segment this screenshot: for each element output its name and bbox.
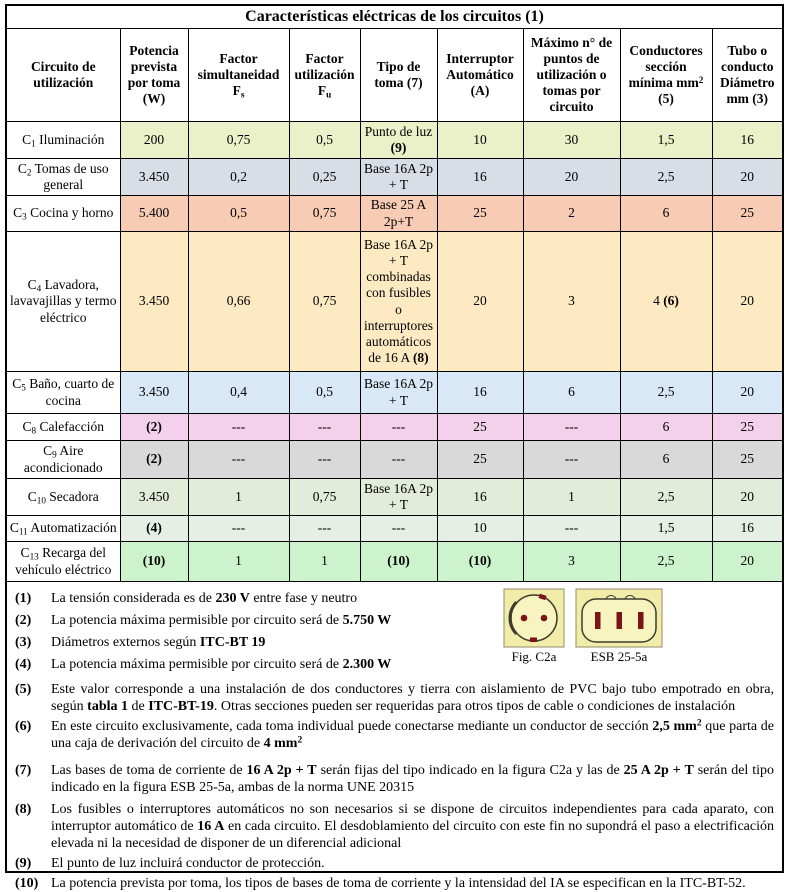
value-cell: ---	[523, 414, 620, 441]
column-header: Tipo de toma (7)	[360, 29, 437, 122]
footnote-text: El punto de luz incluirá conductor de protección.	[51, 856, 325, 871]
circuit-name-cell: $C_{10}$ Secadora	[7, 479, 120, 516]
figure-label-esb: ESB 25-5a	[590, 649, 648, 664]
table-row	[7, 372, 782, 414]
footnotes-top-block	[15, 586, 776, 678]
value-cell: ---	[188, 441, 289, 479]
value-cell: 6	[620, 441, 712, 479]
value-cell: 3.450	[120, 232, 188, 372]
value-cell: Base 16A 2p + T combinadas con fusibles o interruptores automáticos de 16 A (8)	[360, 232, 437, 372]
footnote	[15, 762, 776, 796]
value-cell: 0,75	[289, 232, 360, 372]
value-cell: 0,4	[188, 372, 289, 414]
value-cell: Base 25 A 2p+T	[360, 196, 437, 232]
value-cell: ---	[360, 414, 437, 441]
value-cell: 10	[437, 122, 523, 159]
circuit-name-cell: $C_5$ Baño, cuarto de cocina	[7, 372, 120, 414]
value-cell: 3.450	[120, 159, 188, 196]
value-cell: 6	[523, 372, 620, 414]
header-row	[7, 29, 782, 122]
footnote	[15, 718, 776, 752]
footnotes-section	[7, 582, 782, 891]
circuit-name-cell: $C_3$ Cocina y horno	[7, 196, 120, 232]
table-row	[7, 516, 782, 542]
footnote-text: La potencia máxima permisible por circuito será de 2.300 W	[51, 657, 392, 672]
circuit-name-cell: $C_4$ Lavadora, lavavajillas y termo eléctrico	[7, 232, 120, 372]
value-cell: 0,75	[289, 196, 360, 232]
circuit-name-cell: $C_8$ Calefacción	[7, 414, 120, 441]
value-cell: 25	[437, 196, 523, 232]
value-cell: 5.400	[120, 196, 188, 232]
value-cell: 0,66	[188, 232, 289, 372]
footnote	[15, 656, 503, 673]
table-row	[7, 542, 782, 582]
footnote-number: (6)	[15, 719, 32, 734]
value-cell: 6	[620, 196, 712, 232]
socket-figures	[503, 588, 663, 678]
value-cell: (2)	[120, 441, 188, 479]
value-cell: 25	[437, 441, 523, 479]
column-header: Potencia prevista por toma (W)	[120, 29, 188, 122]
value-cell: 1	[523, 479, 620, 516]
table-row	[7, 122, 782, 159]
value-cell: 10	[437, 516, 523, 542]
value-cell: 20	[523, 159, 620, 196]
value-cell: 25	[712, 441, 782, 479]
value-cell: 16	[712, 516, 782, 542]
circuits-characteristics-sheet	[5, 4, 784, 891]
column-header: Tubo o conducto Diámetro mm (3)	[712, 29, 782, 122]
table-title: Características eléctricas de los circuitos (1)	[7, 6, 782, 29]
value-cell: 4 (6)	[620, 232, 712, 372]
footnote	[15, 612, 503, 629]
column-header: Interruptor Automático (A)	[437, 29, 523, 122]
value-cell: 30	[523, 122, 620, 159]
value-cell: 6	[620, 414, 712, 441]
footnote-number: (5)	[15, 682, 32, 697]
footnote-text: La potencia prevista por toma, los tipos de bases de toma de corriente y la intensidad del IA se especifican en la ITC-BT-52.	[51, 876, 746, 891]
value-cell: 0,25	[289, 159, 360, 196]
footnotes-group-2	[15, 681, 776, 892]
value-cell: 2,5	[620, 159, 712, 196]
table-row	[7, 414, 782, 441]
footnote	[15, 801, 776, 852]
footnote-text: La tensión considerada es de 230 V entre fase y neutro	[51, 591, 358, 606]
column-header: Factor utilización $F_u$	[289, 29, 360, 122]
footnote-number: (2)	[15, 613, 32, 628]
value-cell: 20	[437, 232, 523, 372]
value-cell: 1,5	[620, 516, 712, 542]
figure-label-c2a: Fig. C2a	[511, 649, 557, 664]
footnote-text: Este valor corresponde a una instalación de dos conductores y tierra con aislamiento de PVC bajo tubo empotrado en obra, según tabla 1 de ITC-BT-19. Otras secciones pueden ser requeridas para otros tipos de cable o condiciones de instalación	[51, 682, 774, 714]
circuit-name-cell: $C_{11}$ Automatización	[7, 516, 120, 542]
value-cell: 2,5	[620, 479, 712, 516]
footnote	[15, 590, 503, 607]
value-cell: 2,5	[620, 542, 712, 582]
value-cell: ---	[188, 414, 289, 441]
value-cell: 16	[437, 159, 523, 196]
value-cell: ---	[188, 516, 289, 542]
value-cell: Punto de luz (9)	[360, 122, 437, 159]
footnote-number: (8)	[15, 802, 32, 817]
value-cell: (2)	[120, 414, 188, 441]
value-cell: 20	[712, 159, 782, 196]
value-cell: (4)	[120, 516, 188, 542]
table-row	[7, 196, 782, 232]
value-cell: 1	[289, 542, 360, 582]
value-cell: 3.450	[120, 479, 188, 516]
value-cell: ---	[523, 441, 620, 479]
value-cell: 2	[523, 196, 620, 232]
value-cell: 0,5	[289, 122, 360, 159]
table-row	[7, 232, 782, 372]
value-cell: 16	[437, 372, 523, 414]
footnote-text: La potencia máxima permisible por circuito será de 5.750 W	[51, 613, 392, 628]
footnote-number: (10)	[15, 876, 39, 891]
table-row	[7, 479, 782, 516]
value-cell: 16	[712, 122, 782, 159]
value-cell: 25	[712, 196, 782, 232]
value-cell: 0,5	[188, 196, 289, 232]
schuko-socket-icon	[503, 588, 565, 648]
figure-schuko-c2a	[503, 588, 565, 665]
value-cell: ---	[523, 516, 620, 542]
value-cell: 3.450	[120, 372, 188, 414]
esb-socket-icon	[575, 588, 663, 648]
footnote-text: Los fusibles o interruptores automáticos no son necesarios si se dispone de circuitos independientes para cada aparato, con interruptor automático de 16 A en cada circuito. El desdoblamiento del circuito con este fin no supondrá el paso a electrificación elevada ni la necesidad de disponer de un diferencial adicional	[51, 802, 774, 851]
value-cell: 2,5	[620, 372, 712, 414]
value-cell: 16	[437, 479, 523, 516]
circuit-name-cell: $C_1$ Iluminación	[7, 122, 120, 159]
value-cell: 0,75	[188, 122, 289, 159]
column-header: Máximo n° de puntos de utilización o tomas por circuito	[523, 29, 620, 122]
value-cell: 3	[523, 542, 620, 582]
footnote	[15, 634, 503, 651]
footnote	[15, 855, 776, 872]
value-cell: 20	[712, 542, 782, 582]
footnote	[15, 875, 776, 892]
value-cell: 25	[437, 414, 523, 441]
value-cell: 200	[120, 122, 188, 159]
value-cell: ---	[360, 516, 437, 542]
value-cell: (10)	[360, 542, 437, 582]
circuit-name-cell: $C_9$ Aire acondicionado	[7, 441, 120, 479]
table-row	[7, 441, 782, 479]
column-header: Conductores sección mínima $mm^2$ (5)	[620, 29, 712, 122]
footnote	[15, 681, 776, 715]
value-cell: ---	[289, 414, 360, 441]
value-cell: Base 16A 2p + T	[360, 159, 437, 196]
column-header: Factor simultaneidad $F_s$	[188, 29, 289, 122]
footnote-text: Diámetros externos según ITC-BT 19	[51, 635, 266, 650]
value-cell: Base 16A 2p + T	[360, 479, 437, 516]
value-cell: 1,5	[620, 122, 712, 159]
figure-esb-25-5a	[575, 588, 663, 665]
footnote-number: (1)	[15, 591, 32, 606]
column-header: Circuito de utilización	[7, 29, 120, 122]
value-cell: Base 16A 2p + T	[360, 372, 437, 414]
circuit-name-cell: $C_2$ Tomas de uso general	[7, 159, 120, 196]
value-cell: ---	[360, 441, 437, 479]
footnote-number: (9)	[15, 856, 32, 871]
value-cell: 1	[188, 479, 289, 516]
value-cell: 20	[712, 479, 782, 516]
value-cell: ---	[289, 516, 360, 542]
value-cell: 3	[523, 232, 620, 372]
value-cell: (10)	[120, 542, 188, 582]
value-cell: ---	[289, 441, 360, 479]
value-cell: (10)	[437, 542, 523, 582]
value-cell: 1	[188, 542, 289, 582]
footnotes-group-1	[15, 586, 503, 678]
value-cell: 0,75	[289, 479, 360, 516]
footnote-text: Las bases de toma de corriente de 16 A 2p + T serán fijas del tipo indicado en la figura C2a y las de 25 A 2p + T serán del tipo indicado en la figura ESB 25-5a, ambas de la norma UNE 20315	[51, 763, 775, 795]
footnote-number: (7)	[15, 763, 32, 778]
value-cell: 0,5	[289, 372, 360, 414]
circuits-table	[7, 29, 782, 582]
value-cell: 20	[712, 372, 782, 414]
value-cell: 0,2	[188, 159, 289, 196]
circuit-name-cell: $C_{13}$ Recarga del vehículo eléctrico	[7, 542, 120, 582]
footnote-number: (4)	[15, 657, 32, 672]
table-row	[7, 159, 782, 196]
value-cell: 20	[712, 232, 782, 372]
footnote-number: (3)	[15, 635, 32, 650]
value-cell: 25	[712, 414, 782, 441]
footnote-text: En este circuito exclusivamente, cada toma individual puede conectarse mediante un conductor de sección 2,5 $mm^2$ que parta de una caja de derivación del circuito de 4 $mm^2$	[51, 718, 774, 751]
